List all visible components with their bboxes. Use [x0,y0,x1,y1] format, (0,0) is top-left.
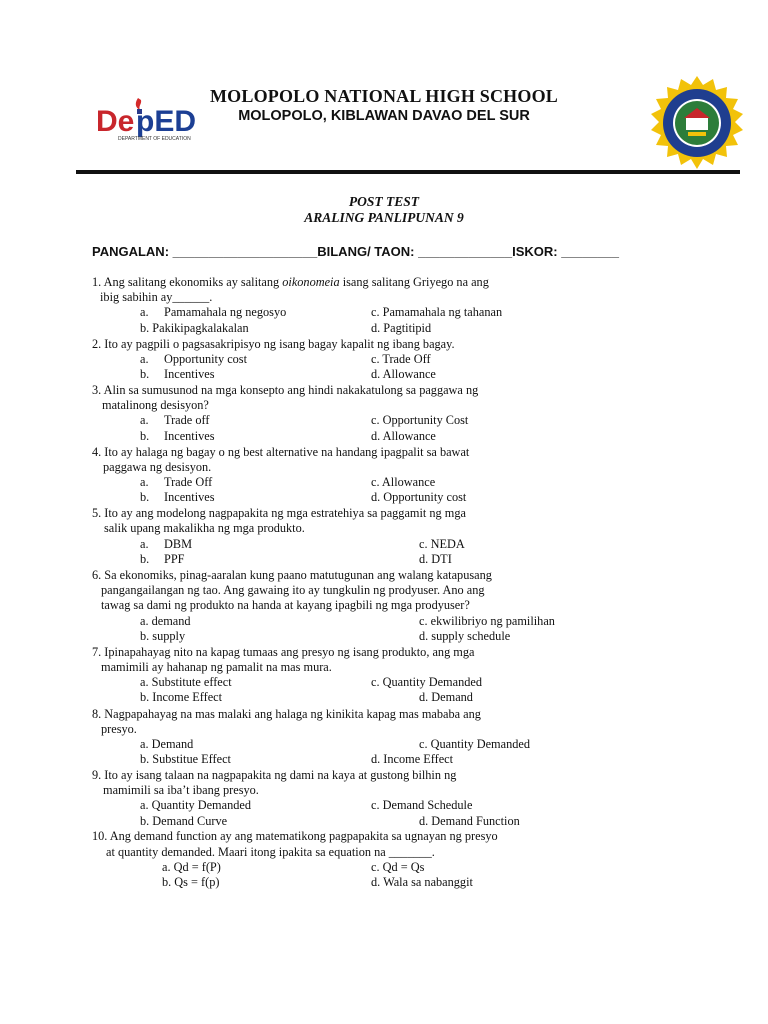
school-name: MOLOPOLO NATIONAL HIGH SCHOOL [209,86,558,106]
question-5: 5. Ito ay ang modelong nagpapakita ng mga estratehiya sa paggamit ng mga [92,506,466,520]
school-address: MOLOPOLO, KIBLAWAN DAVAO DEL SUR [238,108,530,124]
q6-option-c[interactable]: c. ekwilibriyo ng pamilihan [419,614,555,628]
q5-option-b[interactable]: b. PPF [140,552,185,566]
q4-option-a[interactable]: a. Trade Off [140,475,213,489]
q6-option-d[interactable]: d. supply schedule [419,629,511,643]
q5-option-a[interactable]: a. DBM [140,537,193,551]
q10-option-b[interactable]: b. Qs = f(p) [162,875,220,889]
q3-option-d[interactable]: d. Allowance [371,429,436,443]
q4-option-b[interactable]: b. Incentives [140,490,215,504]
question-1: 1. Ang salitang ekonomiks ay salitang oikonomeia isang salitang Griyego na ang [92,275,489,289]
q6-option-a[interactable]: a. demand [140,614,191,628]
q8-option-a[interactable]: a. Demand [140,737,194,751]
q8-option-c[interactable]: c. Quantity Demanded [419,737,530,751]
q10-option-c[interactable]: c. Qd = Qs [371,860,425,874]
student-info-row[interactable]: PANGALAN: ____________________BILANG/ TAON: _____________ISKOR: ________ [92,244,620,259]
q2-option-b[interactable]: b. Incentives [140,367,215,381]
logo-wordmark: De [96,105,135,138]
question-2: 2. Ito ay pagpili o pagsasakripisyo ng isang bagay kapalit ng ibang bagay. [92,337,455,351]
letterhead [0,0,768,180]
q5-option-d[interactable]: d. DTI [419,552,452,566]
q9-option-a[interactable]: a. Quantity Demanded [140,798,251,812]
svg-text:pED: pED [136,105,196,138]
question-5-line2: salik upang makalikha ng mga produkto. [104,521,305,535]
test-title: POST TEST [348,194,420,209]
q1-option-b[interactable]: b. Pakikipagkalakalan [140,321,249,335]
q3-option-b[interactable]: b. Incentives [140,429,215,443]
q2-option-a[interactable]: a. Opportunity cost [140,352,247,366]
q7-option-b[interactable]: b. Income Effect [140,690,223,704]
q2-option-c[interactable]: c. Trade Off [371,352,431,366]
question-6: 6. Sa ekonomiks, pinag-aaralan kung paano matutugunan ang walang katapusang [92,568,492,582]
q8-option-b[interactable]: b. Substitue Effect [140,752,231,766]
question-8: 8. Nagpapahayag na mas malaki ang halaga ng kinikita kapag mas mababa ang [92,707,481,721]
question-9: 9. Ito ay isang talaan na nagpapakita ng dami na kaya at gustong bilhin ng [92,768,457,782]
q9-option-d[interactable]: d. Demand Function [419,814,520,828]
q3-option-a[interactable]: a. Trade off [140,413,210,427]
logo-subtext: DEPARTMENT OF EDUCATION [118,136,191,142]
question-3: 3. Alin sa sumusunod na mga konsepto ang hindi nakakatulong sa paggawa ng [92,383,479,397]
q9-option-b[interactable]: b. Demand Curve [140,814,228,828]
question-7-line2: mamimili ay hahanap ng pamalit na mas mura. [101,660,332,674]
q8-option-d[interactable]: d. Income Effect [371,752,454,766]
question-8-line2: presyo. [101,722,137,736]
question-4-line2: paggawa ng desisyon. [103,460,212,474]
q5-option-c[interactable]: c. NEDA [419,537,465,551]
question-10-line2: at quantity demanded. Maari itong ipakita sa equation na _______. [106,845,435,859]
question-4: 4. Ito ay halaga ng bagay o ng best alternative na handang ipagpalit sa bawat [92,445,470,459]
q4-option-d[interactable]: d. Opportunity cost [371,490,467,504]
question-10: 10. Ang demand function ay ang matematikong pagpapakita sa ugnayan ng presyo [92,829,498,843]
q6-option-b[interactable]: b. supply [140,629,186,643]
q1-option-a[interactable]: a. Pamamahala ng negosyo [140,305,287,319]
q9-option-c[interactable]: c. Demand Schedule [371,798,473,812]
q3-option-c[interactable]: c. Opportunity Cost [371,413,469,427]
q1-option-c[interactable]: c. Pamamahala ng tahanan [371,305,503,319]
q7-option-c[interactable]: c. Quantity Demanded [371,675,482,689]
q2-option-d[interactable]: d. Allowance [371,367,436,381]
q7-option-d[interactable]: d. Demand [419,690,473,704]
question-7: 7. Ipinapahayag nito na kapag tumaas ang presyo ng isang produkto, ang mga [92,645,475,659]
question-9-line2: mamimili sa iba’t ibang presyo. [103,783,259,797]
q4-option-c[interactable]: c. Allowance [371,475,436,489]
header-divider [76,170,740,174]
question-3-line2: matalinong desisyon? [102,398,209,412]
question-6-line3: tawag sa dami ng produkto na handa at kayang ipagbili ng mga prodyuser? [101,598,470,612]
school-seal-icon [650,76,744,170]
subject-title: ARALING PANLIPUNAN 9 [304,210,464,225]
q7-option-a[interactable]: a. Substitute effect [140,675,232,689]
question-6-line2: pangangailangan ng tao. Ang gawaing ito ay tungkulin ng prodyuser. Ano ang [101,583,485,597]
question-1-line2: ibig sabihin ay______. [100,290,213,304]
q1-option-d[interactable]: d. Pagtitipid [371,321,432,335]
q10-option-d[interactable]: d. Wala sa nabanggit [371,875,473,889]
q10-option-a[interactable]: a. Qd = f(P) [162,860,221,874]
